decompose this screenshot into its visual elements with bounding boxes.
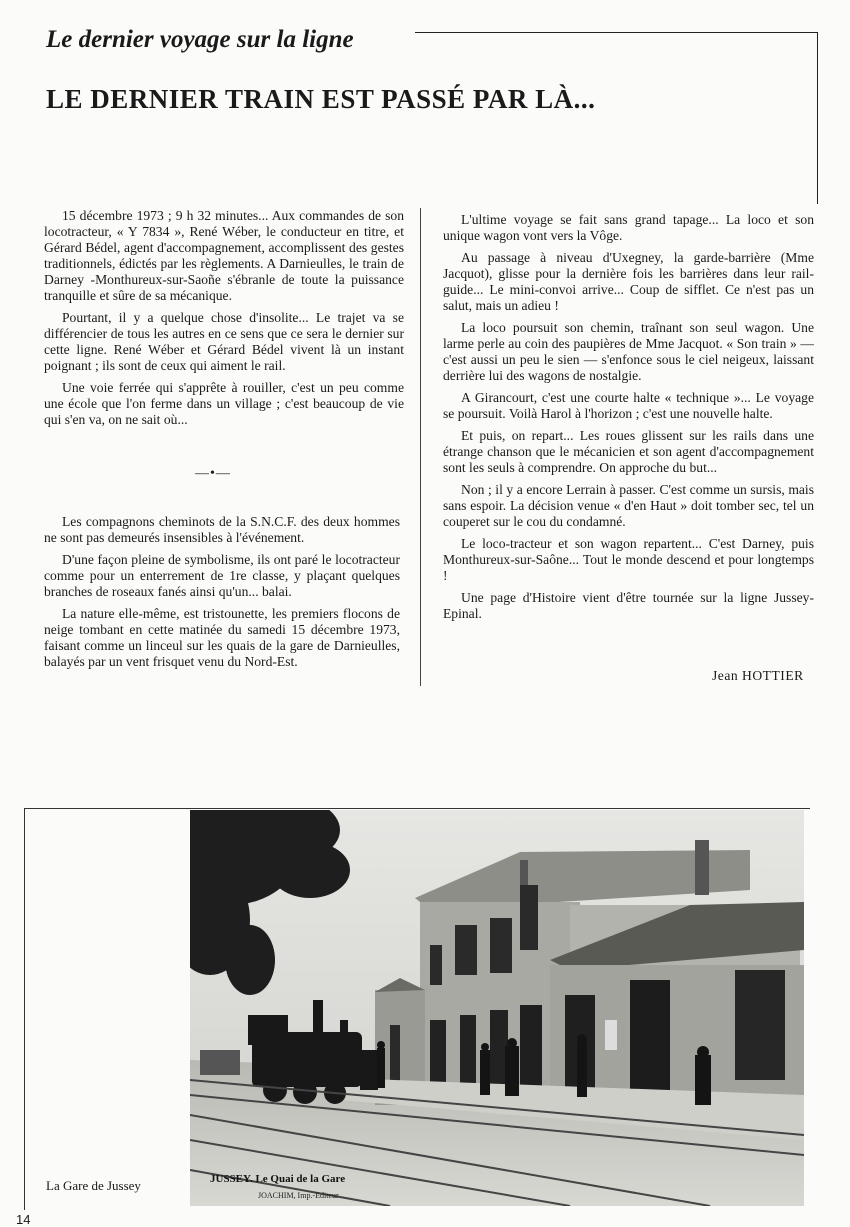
station-photo (190, 810, 804, 1206)
paragraph: L'ultime voyage se fait sans grand tapage... La loco et son unique wagon vont vers la Vôge. (443, 212, 814, 243)
paragraph: A Girancourt, c'est une courte halte « technique »... Le voyage se poursuit. Voilà Harol à l'horizon ; c'est une nouvelle halte. (443, 390, 814, 421)
paragraph: Les compagnons cheminots de la S.N.C.F. des deux hommes ne sont pas demeurés insensibles à l'événement. (44, 514, 400, 545)
paragraph: Une page d'Histoire vient d'être tournée sur la ligne Jussey-Epinal. (443, 590, 814, 621)
column-divider (420, 208, 421, 686)
paragraph: D'une façon pleine de symbolisme, ils ont paré le locotracteur comme pour un enterrement de 1re classe, y plaçant quelques branches de roseaux fanés ainsi qu'un... balai. (44, 552, 400, 599)
left-column (44, 208, 404, 434)
paragraph: La nature elle-même, est tristounette, les premiers flocons de neige tombant en cette matinée du samedi 15 décembre 1973, faisant comme un linceul sur les quais de la gare de Darnieulles, balayés par un vent frisquet venu du Nord-Est. (44, 606, 400, 669)
paragraph: Non ; il y a encore Lerrain à passer. C'est comme un sursis, mais sans espoir. La décision venue « d'en Haut » doit tomber sec, tel un couperet sur le cou du condamné. (443, 482, 814, 529)
article-kicker: Le dernier voyage sur la ligne (46, 26, 354, 53)
paragraph: Le loco-tracteur et son wagon repartent... C'est Darney, puis Monthureux-sur-Saône... Tout le monde descend et pour longtemps ! (443, 536, 814, 583)
paragraph: La loco poursuit son chemin, traînant son seul wagon. Une larme perle au coin des paupières de Mme Jacquot. « Son train » — c'est aussi un peu le sien — s'enfonce sous le ciel neigeux, laissant derrière lui des wagons de nostalgie. (443, 320, 814, 383)
paragraph: Une voie ferrée qui s'apprête à rouiller, c'est un peu comme une école que l'on ferme dans un village ; c'est beaucoup de vie qui s'en va, on ne sait où... (44, 380, 404, 427)
left-column-lower (44, 514, 400, 676)
page-number: 14 (16, 1212, 31, 1227)
section-separator: —•— (195, 466, 231, 481)
header-frame (415, 32, 818, 204)
right-column (443, 212, 814, 628)
postcard-publisher: JOACHIM, Imp.-Editeur (258, 1191, 339, 1200)
paragraph: Au passage à niveau d'Uxegney, la garde-barrière (Mme Jacquot), glisse pour la dernière fois les barrières dans leur rail-guide... Le mini-convoi arrive... Coup de sifflet. Ce n'est pas un salut, mais un adieu ! (443, 250, 814, 313)
paragraph: 15 décembre 1973 ; 9 h 32 minutes... Aux commandes de son locotracteur, « Y 7834 », René Wéber, le conducteur en titre, et Gérard Bédel, agent d'accompagnement, accomplissent des gestes traditionnels, édictés par les règlements. A Darnieulles, le train de Darney -Monthureux-sur-Saoñe s'ébranle de toute la puissance tranquille et sûre de sa mécanique. (44, 208, 404, 303)
postcard-title: JUSSEY. Le Quai de la Gare (210, 1173, 346, 1185)
article-headline: LE DERNIER TRAIN EST PASSÉ PAR LÀ... (46, 84, 596, 114)
paragraph: Et puis, on repart... Les roues glissent sur les rails dans une étrange chanson que le mécanicien et son agent d'accompagnement sont les seuls à comprendre. On approche du but... (443, 428, 814, 475)
paragraph: Pourtant, il y a quelque chose d'insolite... Le trajet va se différencier de tous les autres en ce sens que ce sera le dernier sur cette ligne. René Wéber et Gérard Bédel vivent là un instant poignant ; ils sont de ceux qui aiment le rail. (44, 310, 404, 373)
photo-caption: La Gare de Jussey (46, 1178, 141, 1193)
author-signature: Jean HOTTIER (712, 668, 804, 683)
